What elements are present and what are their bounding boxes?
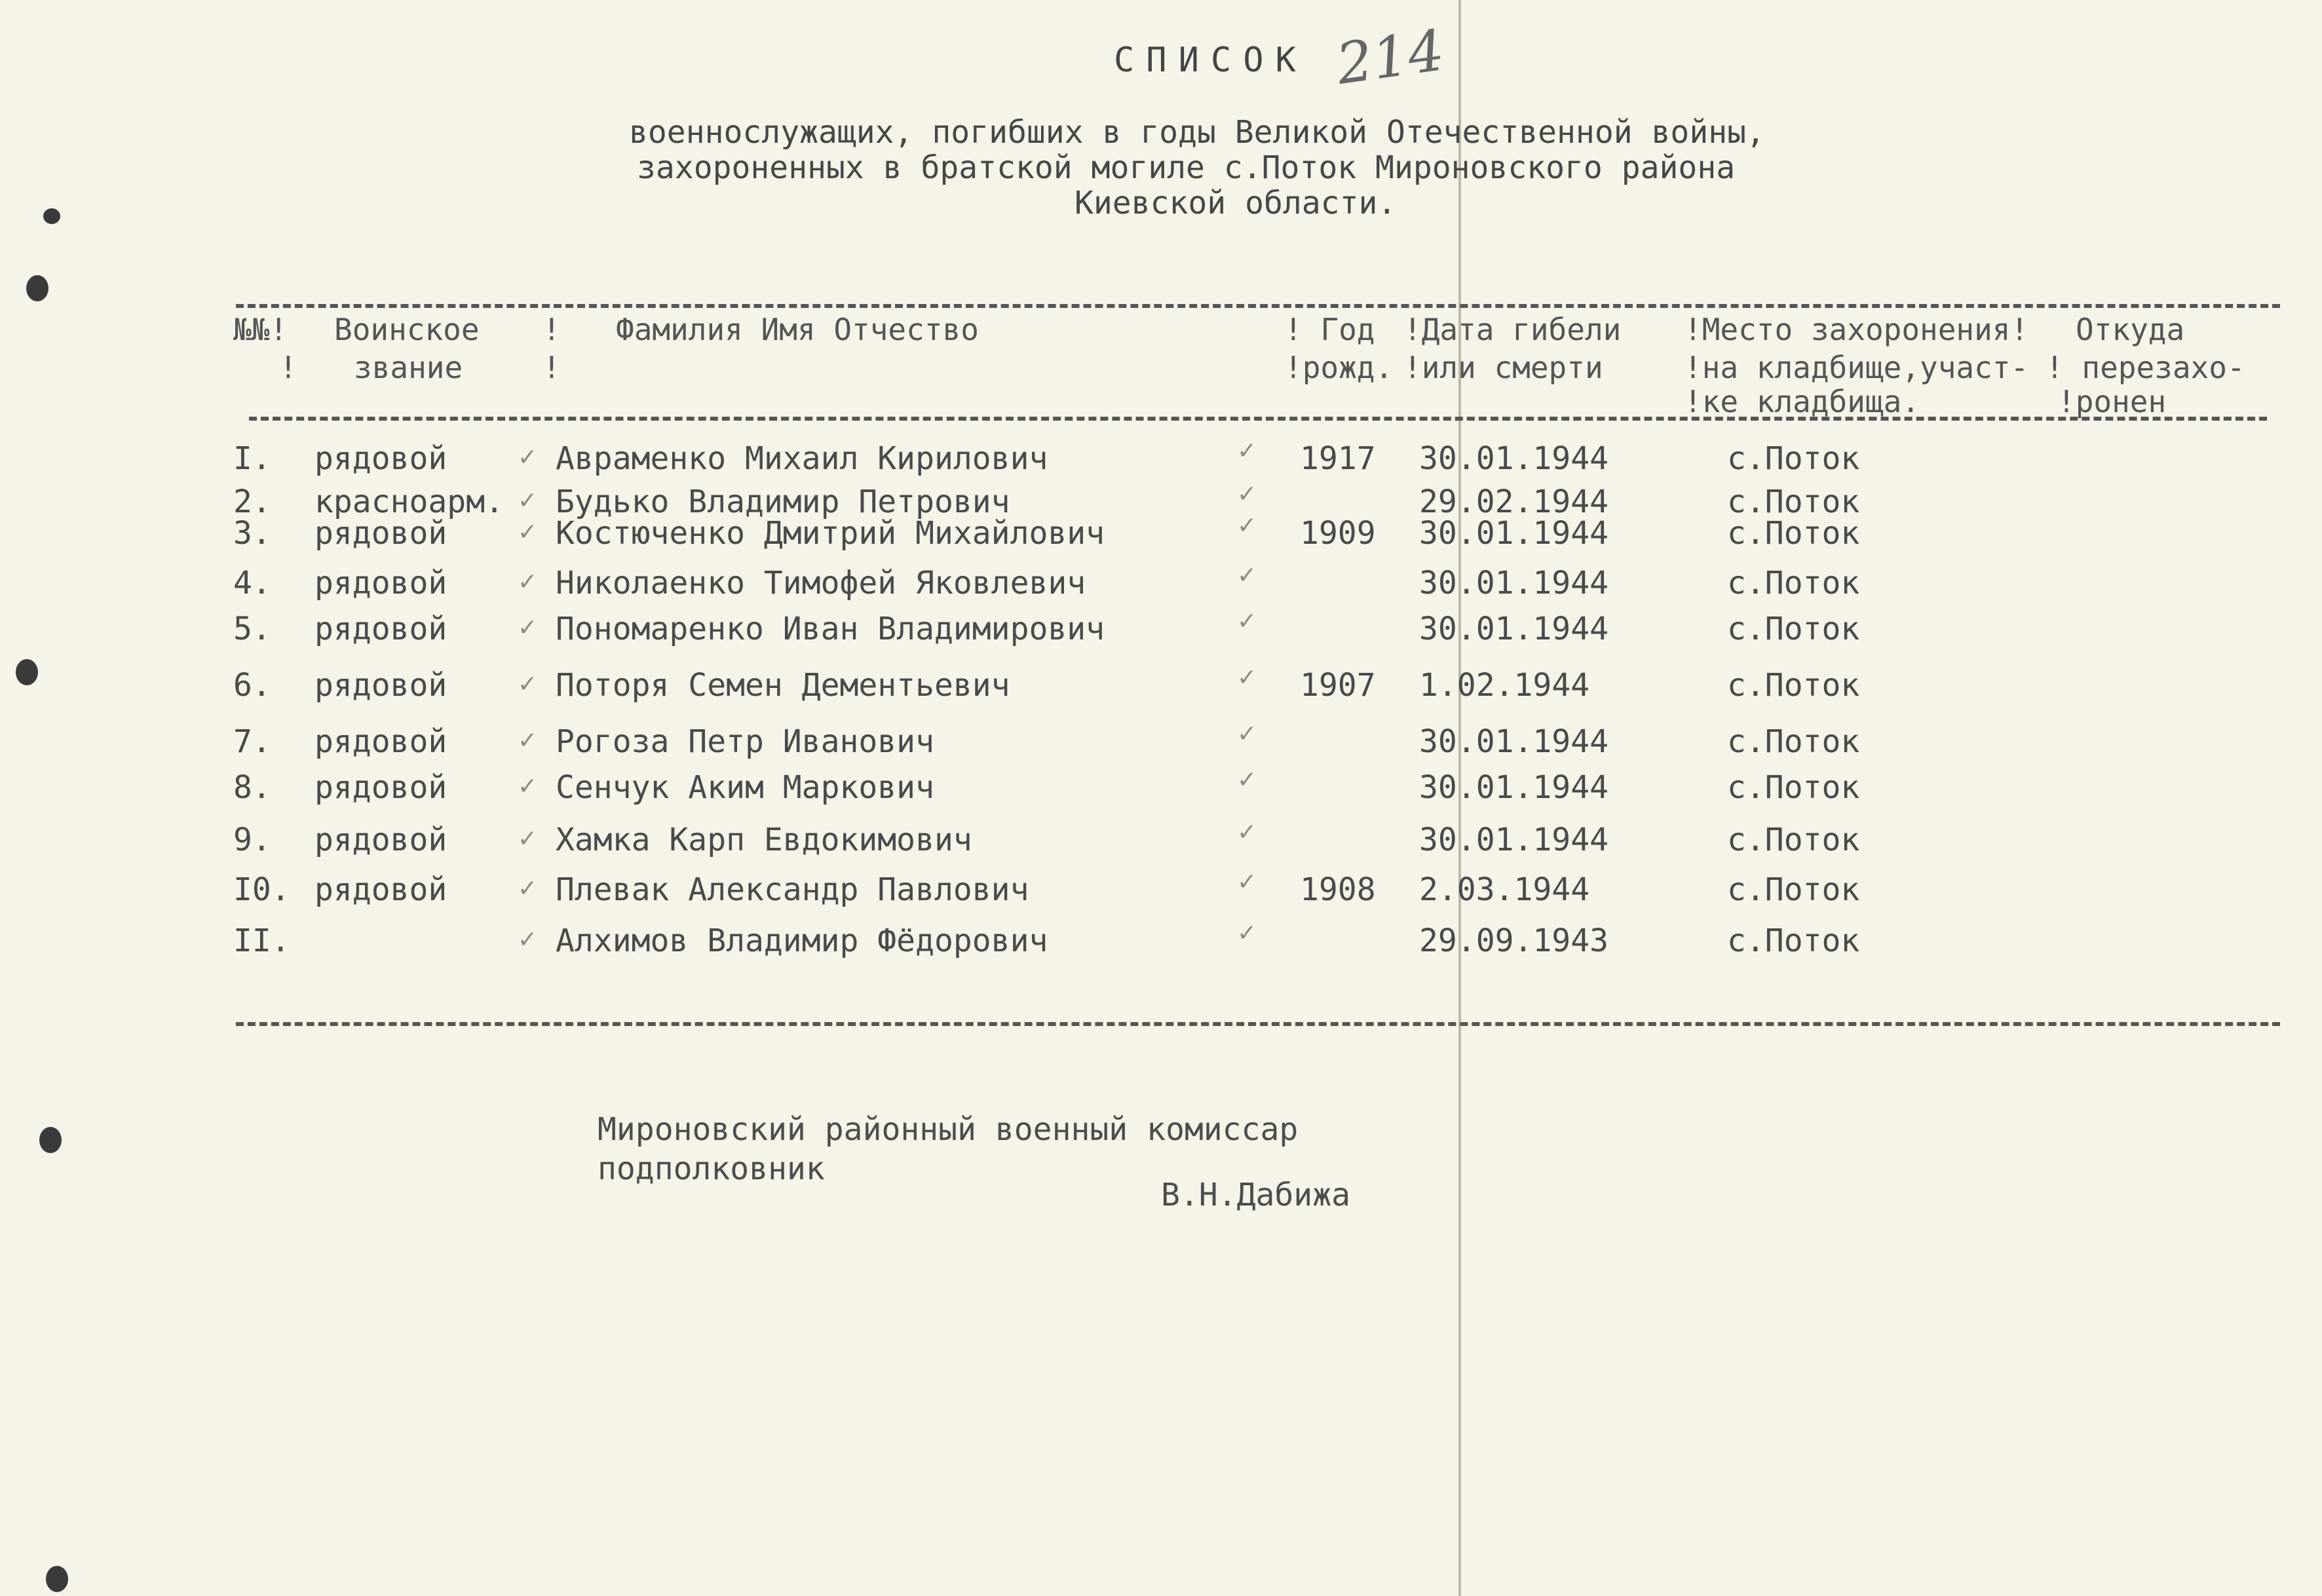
cell-birth: 1908 (1300, 871, 1376, 908)
punch-hole-icon (16, 659, 38, 685)
cell-place: с.Поток (1727, 769, 1860, 806)
cell-death: 30.01.1944 (1419, 565, 1608, 601)
header-sep-2: ! (542, 350, 561, 385)
cell-rank: рядовой (314, 565, 447, 601)
cell-place: с.Поток (1727, 515, 1860, 552)
cell-num: 5. (233, 611, 271, 647)
cell-rank: рядовой (314, 611, 447, 647)
cell-num: 2. (233, 484, 271, 520)
cell-num: 9. (233, 822, 271, 858)
punch-hole-icon (39, 1127, 62, 1153)
checkmark-icon: ✓ (518, 569, 538, 596)
checkmark-icon: ✓ (518, 875, 538, 902)
subtitle-line-1: военнослужащих, погибших в годы Великой Отечественной войны, (629, 114, 1765, 151)
header-place-3: !ке кладбища. (1684, 384, 1920, 419)
cell-name: Пономаренко Иван Владимирович (556, 611, 1105, 647)
cell-death: 2.03.1944 (1419, 871, 1590, 908)
cell-place: с.Поток (1727, 723, 1860, 760)
cell-name: Хамка Карп Евдокимович (556, 822, 972, 858)
punch-hole-icon (43, 208, 60, 224)
cell-rank: рядовой (314, 440, 447, 477)
cell-death: 30.01.1944 (1419, 515, 1608, 552)
checkmark-icon: ✓ (518, 826, 538, 852)
checkmark-icon: ✓ (1237, 438, 1257, 465)
checkmark-icon: ✓ (1237, 512, 1257, 539)
cell-birth: 1917 (1300, 440, 1376, 477)
punch-hole-icon (46, 1566, 68, 1592)
checkmark-icon: ✓ (1237, 721, 1257, 748)
cell-num: 6. (233, 667, 271, 704)
cell-rank: рядовой (314, 515, 447, 552)
checkmark-icon: ✓ (518, 671, 538, 698)
checkmark-icon: ✓ (518, 727, 538, 754)
header-rank-1: Воинское (334, 312, 480, 347)
cell-num: I0. (233, 871, 290, 908)
checkmark-icon: ✓ (1237, 819, 1257, 846)
checkmark-icon: ✓ (518, 926, 538, 953)
header-birth-1: ! Год (1284, 312, 1375, 347)
table-bottom-rule (236, 1022, 2280, 1026)
cell-death: 1.02.1944 (1419, 667, 1590, 704)
table-top-rule (236, 304, 2280, 308)
checkmark-icon: ✓ (1237, 562, 1257, 589)
cell-rank: рядовой (314, 822, 447, 858)
cell-name: Костюченко Дмитрий Михайлович (556, 515, 1105, 552)
checkmark-icon: ✓ (1237, 608, 1257, 635)
header-birth-2: !рожд. (1284, 350, 1394, 385)
cell-place: с.Поток (1727, 440, 1860, 477)
header-num-2: ! (279, 350, 297, 385)
cell-name: Рогоза Петр Иванович (556, 723, 934, 760)
checkmark-icon: ✓ (518, 519, 538, 546)
header-num-1: №№! (233, 312, 288, 347)
cell-name: Будько Владимир Петрович (556, 484, 1010, 520)
signature-title: Мироновский районный военный комиссар (598, 1111, 1299, 1148)
cell-death: 30.01.1944 (1419, 769, 1608, 806)
header-origin-3: !ронен (2057, 384, 2167, 419)
cell-death: 30.01.1944 (1419, 822, 1608, 858)
cell-name: Авраменко Михаил Кирилович (556, 440, 1048, 477)
cell-death: 30.01.1944 (1419, 611, 1608, 647)
signature-rank: подполковник (598, 1150, 825, 1187)
cell-place: с.Поток (1727, 922, 1860, 959)
cell-place: с.Поток (1727, 822, 1860, 858)
header-origin-1: Откуда (2076, 312, 2185, 347)
cell-place: с.Поток (1727, 565, 1860, 601)
cell-place: с.Поток (1727, 611, 1860, 647)
cell-place: с.Поток (1727, 871, 1860, 908)
signature-name: В.Н.Дабижа (1161, 1177, 1350, 1213)
checkmark-icon: ✓ (518, 773, 538, 800)
subtitle-line-3: Киевской области. (1075, 185, 1397, 221)
cell-death: 29.02.1944 (1419, 484, 1608, 520)
cell-death: 29.09.1943 (1419, 922, 1608, 959)
header-place-1: !Место захоронения! (1684, 312, 2029, 347)
subtitle-line-2: захороненных в братской могиле с.Поток Мироновского района (637, 149, 1736, 186)
header-sep-1: ! (542, 312, 561, 347)
cell-name: Сенчук Аким Маркович (556, 769, 934, 806)
cell-num: 4. (233, 565, 271, 601)
header-rank-2: звание (354, 350, 463, 385)
document-title: СПИСОК (1114, 41, 1308, 80)
cell-death: 30.01.1944 (1419, 723, 1608, 760)
header-death-2: !или смерти (1403, 350, 1603, 385)
cell-num: 7. (233, 723, 271, 760)
checkmark-icon: ✓ (518, 444, 538, 471)
header-death-1: !Дата гибели (1403, 312, 1622, 347)
cell-rank: рядовой (314, 769, 447, 806)
punch-hole-icon (26, 275, 48, 301)
cell-birth: 1909 (1300, 515, 1376, 552)
cell-name: Николаенко Тимофей Яковлевич (556, 565, 1086, 601)
header-origin-2: ! перезахо- (2046, 350, 2245, 385)
header-bottom-rule (249, 417, 2267, 421)
checkmark-icon: ✓ (1237, 481, 1257, 508)
checkmark-icon: ✓ (518, 615, 538, 641)
cell-place: с.Поток (1727, 667, 1860, 704)
page-number: 214 (1332, 18, 1449, 98)
cell-name: Алхимов Владимир Фёдорович (556, 922, 1048, 959)
cell-num: 8. (233, 769, 271, 806)
cell-rank: рядовой (314, 723, 447, 760)
cell-num: I. (233, 440, 271, 477)
cell-rank: красноарм. (314, 484, 504, 520)
cell-num: II. (233, 922, 290, 959)
cell-death: 30.01.1944 (1419, 440, 1608, 477)
cell-name: Поторя Семен Дементьевич (556, 667, 1010, 704)
cell-num: 3. (233, 515, 271, 552)
checkmark-icon: ✓ (1237, 920, 1257, 947)
cell-birth: 1907 (1300, 667, 1376, 704)
cell-rank: рядовой (314, 871, 447, 908)
checkmark-icon: ✓ (1237, 664, 1257, 691)
checkmark-icon: ✓ (1237, 869, 1257, 896)
cell-name: Плевак Александр Павлович (556, 871, 1029, 908)
cell-place: с.Поток (1727, 484, 1860, 520)
header-place-2: !на кладбище,участ- (1684, 350, 2029, 385)
header-name: Фамилия Имя Отчество (616, 312, 979, 347)
checkmark-icon: ✓ (1237, 767, 1257, 793)
checkmark-icon: ✓ (518, 487, 538, 514)
cell-rank: рядовой (314, 667, 447, 704)
